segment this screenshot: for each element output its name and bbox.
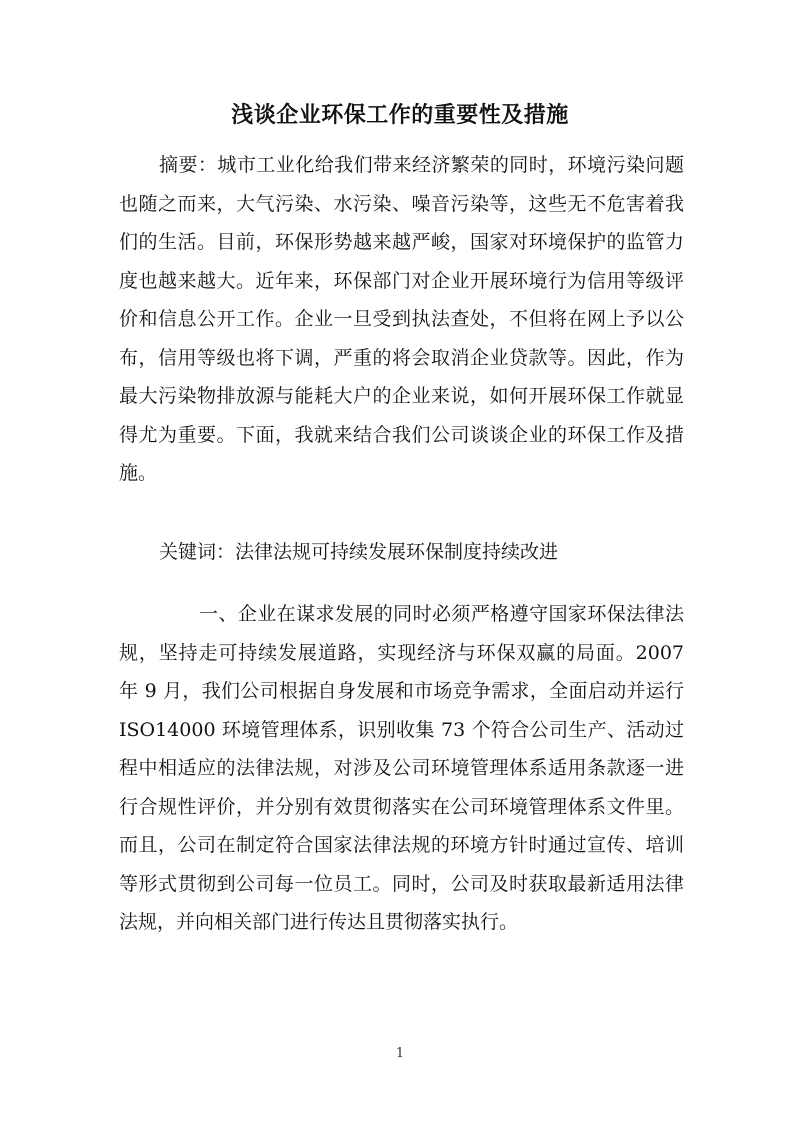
abstract-paragraph: 摘要：城市工业化给我们带来经济繁荣的同时，环境污染问题也随之而来，大气污染、水污染、噪音污染等，这些无不危害着我们的生活。目前，环保形势越来越严峻，国家对环境保护的监管力度也越来越大。近年来，环保部门对企业开展环境行为信用等级评价和信息公开工作。企业一旦受到执法查处，不但将在网上予以公布，信用等级也将下调，严重的将会取消企业贷款等。因此，作为最大污染物排放源与能耗大户的企业来说，如何开展环保工作就显得尤为重要。下面，我就来结合我们公司谈谈企业的环保工作及措施。	[119, 154, 684, 484]
page-number: 1	[395, 1046, 405, 1061]
keywords-paragraph: 关键词：法律法规可持续发展环保制度持续改进	[159, 541, 559, 563]
section-one-paragraph: 一、企业在谋求发展的同时必须严格遵守国家环保法律法规，坚持走可持续发展道路，实现经济与环保双赢的局面。2007 年 9 月，我们公司根据自身发展和市场竞争需求，全面启动并运行 ISO14000 环境管理体系，识别收集 73 个符合公司生产、活动过程中相适应的法律法规，对涉及公司环境管理体系适用条款逐一进行合规性评价，并分别有效贯彻落实在公司环境管理体系文件里。而且，公司在制定符合国家法律法规的环境方针时通过宣传、培训等形式贯彻到公司每一位员工。同时，公司及时获取最新适用法律法规，并向相关部门进行传达且贯彻落实执行。	[119, 603, 684, 933]
document-title: 浅谈企业环保工作的重要性及措施	[231, 103, 569, 128]
